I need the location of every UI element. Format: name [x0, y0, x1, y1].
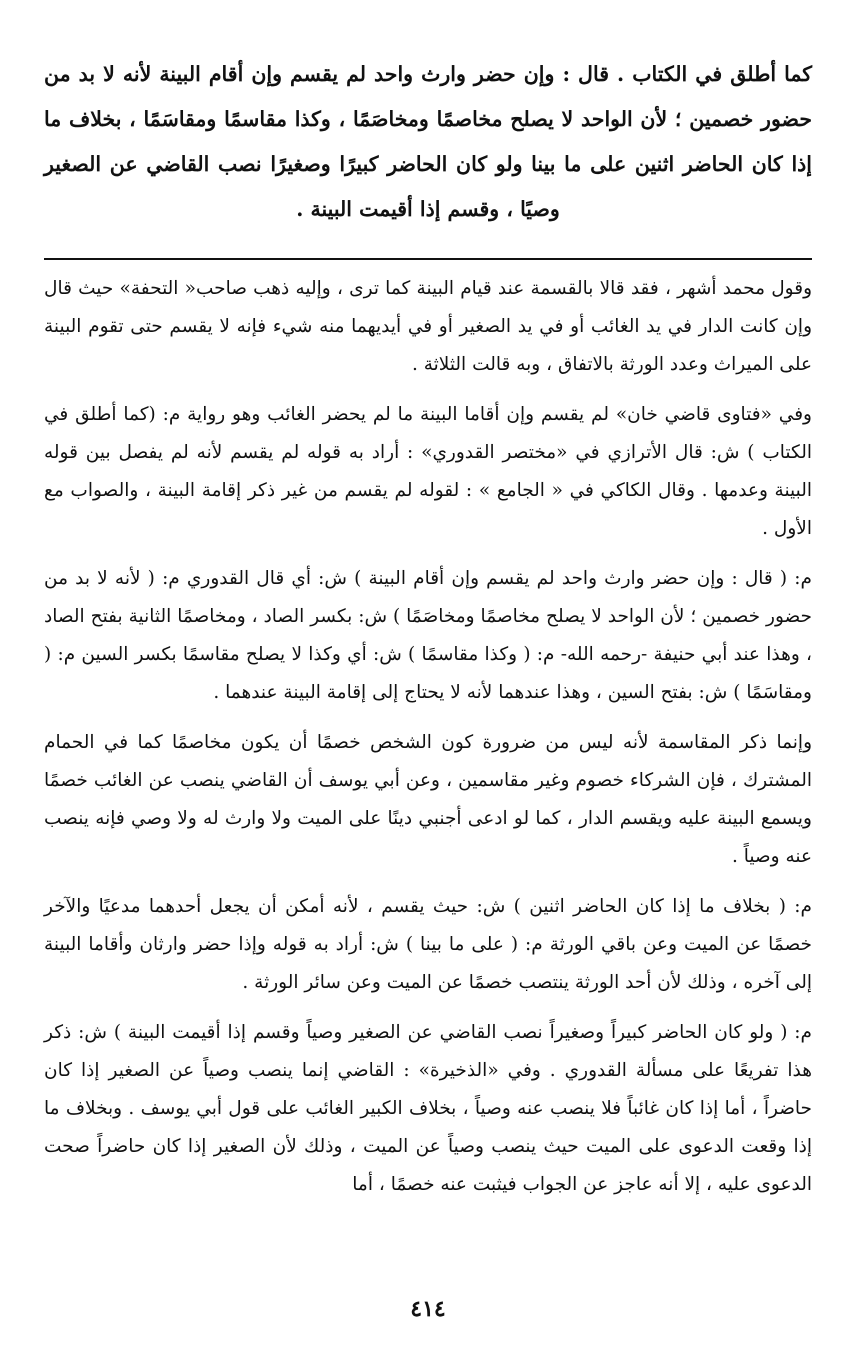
page-number: ٤١٤ [410, 1296, 446, 1322]
commentary-sharh [44, 270, 812, 1204]
separator-line [44, 258, 812, 260]
main-text-matn: كما أطلق في الكتاب . قال : وإن حضر وارث واحد لم يقسم وإن أقام البينة لأنه لا بد من حضور خصمين ؛ لأن الواحد لا يصلح مخاصمًا ومخاصَمًا ، وكذا مقاسمًا ومقاسَمًا ، بخلاف ما إذا كان الحاضر اثنين على ما بينا ولو كان الحاضر كبيرًا وصغيرًا نصب القاضي عن الصغير وصيًا ، وقسم إذا أقيمت البينة . [44, 62, 812, 221]
commentary-paragraph: وقول محمد أشهر ، فقد قالا بالقسمة عند قيام البينة كما ترى ، وإليه ذهب صاحب« التحفة» حيث قال وإن كانت الدار في يد الغائب أو في يد الصغير أو في أيديهما منه شيء فإنه لا يقسم حتى تقوم البينة على الميراث وعدد الورثة بالاتفاق ، وبه قالت الثلاثة . [44, 278, 812, 375]
commentary-paragraph: وفي «فتاوى قاضي خان» لم يقسم وإن أقاما البينة ما لم يحضر الغائب وهو رواية م: (كما أطلق في الكتاب ) ش: قال الأترازي في «مختصر القدوري» : أراد به قوله لم يقسم لأنه لم يفصل بين قوله البينة وعدمها . وقال الكاكي في « الجامع » : لقوله لم يقسم من غير ذكر إقامة البينة ، والصواب مع الأول . [44, 404, 812, 539]
commentary-paragraph: م: ( قال : وإن حضر وارث واحد لم يقسم وإن أقام البينة ) ش: أي قال القدوري م: ( لأنه لا بد من حضور خصمين ؛ لأن الواحد لا يصلح مخاصمًا ومخاصَمًا ) ش: بكسر الصاد ، ومخاصمًا الثانية بفتح الصاد ، وهذا عند أبي حنيفة -رحمه الله- م: ( وكذا مقاسمًا ) ش: أي وكذا لا يصلح مقاسمًا بكسر السين م: ( ومقاسَمًا ) ش: بفتح السين ، وهذا عندهما لأنه لا يحتاج إلى إقامة البينة عندهما . [44, 568, 812, 703]
commentary-paragraph: م: ( ولو كان الحاضر كبيراً وصغيراً نصب القاضي عن الصغير وصياً وقسم إذا أقيمت البينة ) ش: ذكر هذا تفريعًا على مسألة القدوري . وفي «الذخيرة» : القاضي إنما ينصب وصياً عن الصغير إذا كان حاضراً ، أما إذا كان غائباً فلا ينصب عنه وصياً ، بخلاف الكبير الغائب على قول أبي يوسف . وبخلاف ما إذا وقعت الدعوى على الميت حيث ينصب وصياً عن الميت ، وذلك لأن الصغير إذا كان حاضراً صحت الدعوى عليه ، إلا أنه عاجز عن الجواب فيثبت عنه خصمًا ، أما [44, 1022, 812, 1195]
commentary-paragraph: وإنما ذكر المقاسمة لأنه ليس من ضرورة كون الشخص خصمًا أن يكون مخاصمًا كما في الحمام المشترك ، فإن الشركاء خصوم وغير مقاسمين ، وعن أبي يوسف أن القاضي ينصب عن الغائب خصمًا ويسمع البينة عليه ويقسم الدار ، كما لو ادعى أجنبي دينًا على الميت ولا وارث له ولا وصي فإنه ينصب عنه وصياً . [44, 732, 812, 867]
commentary-paragraph: م: ( بخلاف ما إذا كان الحاضر اثنين ) ش: حيث يقسم ، لأنه أمكن أن يجعل أحدهما مدعيًا والآخر خصمًا عن الميت وعن باقي الورثة م: ( على ما بينا ) ش: أراد به قوله وإذا حضر وارثان وأقاما البينة إلى آخره ، وذلك لأن أحد الورثة ينتصب خصمًا عن الميت وعن سائر الورثة . [44, 896, 812, 993]
